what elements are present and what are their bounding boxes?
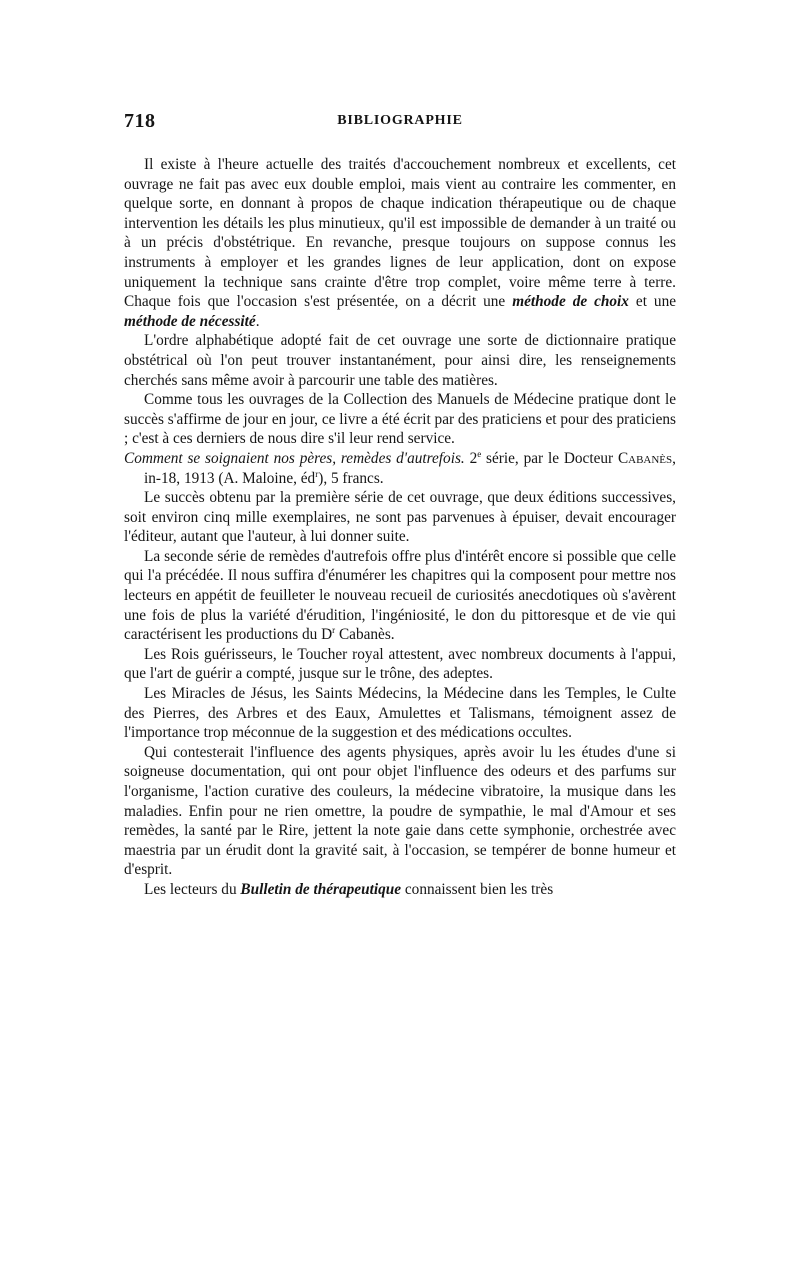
paragraph-text: connaissent bien les très	[401, 880, 554, 898]
author-name: Cabanès	[617, 449, 673, 467]
page-number: 718	[124, 110, 156, 132]
paragraph	[124, 880, 676, 900]
paragraph-text: .	[255, 312, 260, 330]
review-series: série, par le Docteur	[481, 449, 618, 467]
emphasis: méthode de nécessité	[124, 312, 256, 330]
paragraph-text: Il existe à l'heure actuelle des traités d'accouchement nombreux et excellents, cet ouvrage ne fait pas avec eux double emploi, mais vient au contraire les commenter, en quelque sorte, en donnant à propos de chaque indication thérapeutique ou de chaque intervention les détails les plus minutieux, qu'il est impossible de demander à un traité ou à un précis d'obstétrique. En revanche, presque toujours on suppose connus les instruments à employer et les grandes lignes de leur application, dont on expose uniquement la technique sans crainte d'être trop complet, voire même terre à terre. Chaque fois que l'occasion s'est présentée, on a décrit une	[124, 156, 676, 311]
paragraph: Qui contesterait l'influence des agents physiques, après avoir lu les études d'une si soigneuse documentation, qui ont pour objet l'influence des odeurs et des parfums sur l'organisme, l'action curative des couleurs, la médecine vibratoire, la musique dans les maladies. Enfin pour ne rien omettre, la poudre de sympathie, le mal d'Amour et ses remèdes, la santé par le Rire, jettent la note gaie dans cette symphonie, orchestrée avec maestria par un érudit dont la gravité sait, à l'occasion, se tempérer de bonne humeur et d'esprit.	[124, 743, 676, 879]
superscript: r	[315, 468, 319, 479]
paragraph: L'ordre alphabétique adopté fait de cet ouvrage une sorte de dictionnaire pratique obstétrical où l'on peut trouver instantanément, pour ainsi dire, les renseignements cherchés sans même avoir à parcourir une table des matières.	[124, 332, 676, 389]
paragraph-text: Cabanès.	[335, 626, 395, 644]
paragraph-text: La seconde série de remèdes d'autrefois offre plus d'intérêt encore si possible que celle qui l'a précédée. Il nous suffira d'énumérer les chapitres qui la composent pour mettre nos lecteurs en appétit de feuilleter le nouveau recueil de curiosités anecdotiques où s'avèrent une fois de plus la variété d'érudition, l'ingéniosité, le don du pittoresque et de vie qui caractérisent les productions du D	[124, 547, 676, 644]
body-text	[124, 155, 676, 900]
superscript: e	[477, 448, 482, 459]
emphasis: méthode de choix	[512, 293, 629, 311]
paragraph: Le succès obtenu par la première série de cet ouvrage, que deux éditions successives, soit environ cinq mille exemplaires, ne sont pas parvenues à épuiser, devait encourager l'éditeur, autant que l'auteur, à lui donner suite.	[124, 489, 676, 546]
publication-details: , in-18, 1913 (A. Maloine, éd	[144, 449, 676, 487]
review-heading	[124, 449, 676, 488]
paragraph: Comme tous les ouvrages de la Collection des Manuels de Médecine pratique dont le succès s'affirme de jour en jour, ce livre a été écrit par des praticiens et pour des praticiens ; c'est à ces derniers de nous dire s'il leur rend service.	[124, 391, 676, 448]
paragraph	[124, 547, 676, 645]
running-header	[124, 110, 676, 136]
review-series: 2	[464, 449, 478, 467]
running-title: BIBLIOGRAPHIE	[337, 113, 463, 128]
book-title: Comment se soignaient nos pères, remèdes d'autrefois.	[124, 449, 465, 467]
paragraph	[124, 155, 676, 331]
paragraph-text: et une	[628, 293, 677, 311]
paragraph: Les Miracles de Jésus, les Saints Médecins, la Médecine dans les Temples, le Culte des Pierres, des Arbres et des Eaux, Amulettes et Talismans, témoignent assez de l'importance trop méconnue de la suggestion et des médications occultes.	[124, 685, 676, 742]
publication-details: ), 5 francs.	[318, 469, 384, 487]
journal-title: Bulletin de thérapeutique	[240, 880, 402, 898]
paragraph-text: Les lecteurs du	[144, 880, 241, 898]
superscript: r	[332, 625, 336, 636]
paragraph: Les Rois guérisseurs, le Toucher royal attestent, avec nombreux documents à l'appui, que l'art de guérir a compté, jusque sur le trône, des adeptes.	[124, 645, 676, 683]
